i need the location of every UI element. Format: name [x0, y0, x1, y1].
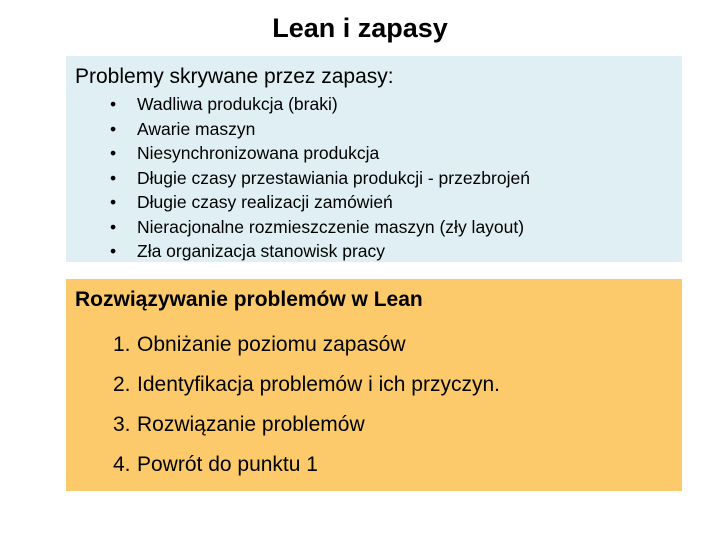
- problem-item-text: Niesynchronizowana produkcja: [137, 143, 380, 163]
- problem-item-text: Nieracjonalne rozmieszczenie maszyn (zły layout): [137, 216, 525, 237]
- step-number: 4.: [113, 453, 131, 476]
- problem-item-text: Awarie maszyn: [137, 118, 256, 139]
- problem-item-text: Zła organizacja stanowisk pracy: [137, 241, 386, 261]
- bullet-icon: •: [110, 94, 117, 114]
- problem-item-text: Wadliwa produkcja (braki): [137, 94, 338, 114]
- step-number: 1.: [113, 333, 131, 356]
- bullet-icon: •: [110, 241, 117, 261]
- problems-heading: Problemy skrywane przez zapasy:: [75, 65, 394, 88]
- bullet-icon: •: [110, 216, 117, 237]
- bullet-icon: •: [110, 192, 117, 212]
- slide-title: Lean i zapasy: [272, 13, 448, 43]
- step-number: 3.: [113, 413, 131, 436]
- solutions-box: [66, 279, 682, 491]
- bullet-icon: •: [110, 118, 117, 139]
- step-text: Powrót do punktu 1: [137, 453, 318, 476]
- problems-box: [66, 56, 682, 262]
- step-text: Rozwiązanie problemów: [137, 413, 365, 436]
- step-text: Identyfikacja problemów i ich przyczyn.: [137, 373, 500, 396]
- step-number: 2.: [113, 373, 131, 396]
- bullet-icon: •: [110, 143, 117, 163]
- bullet-icon: •: [110, 167, 117, 188]
- problem-item-text: Długie czasy realizacji zamówień: [137, 192, 393, 212]
- step-text: Obniżanie poziomu zapasów: [137, 333, 406, 356]
- problem-item-text: Długie czasy przestawiania produkcji - przezbrojeń: [137, 167, 530, 188]
- solutions-heading: Rozwiązywanie problemów w Lean: [75, 288, 423, 311]
